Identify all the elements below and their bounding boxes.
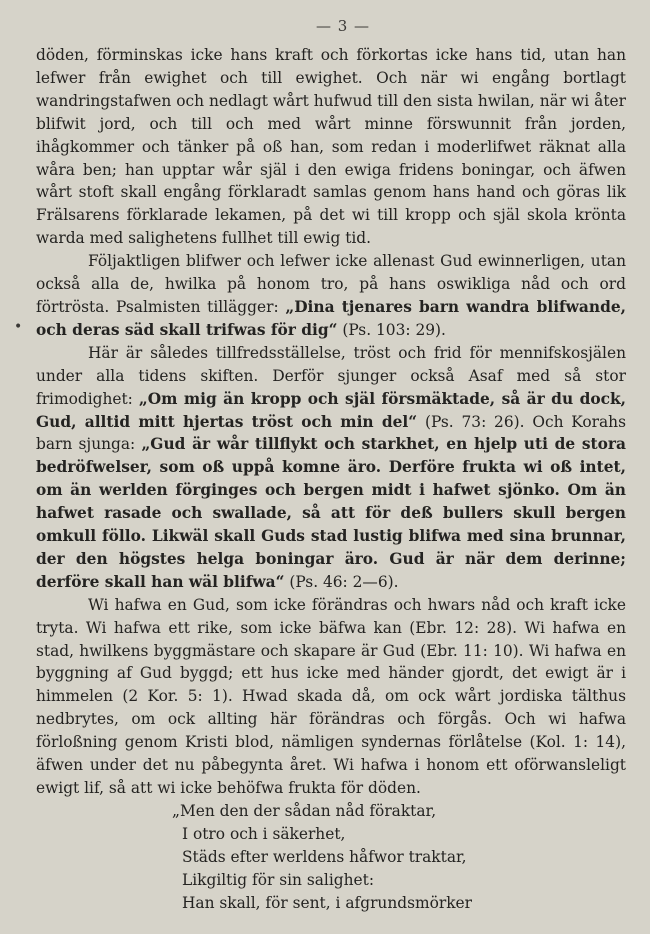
psalm-quote-46: „Gud är wår tillflykt och starkhet, en hjelp uti de stora bedröfwelser, som oß uppå komne äro. Derföre frukta wi oß intet, om än werlden förginges och bergen midt i hafwet sjönko. Om än hafwet rasade och swallade, så att för deß bullers skull bergen omkull föllo. Likwäl skall Guds stad lustig blifwa med sina brunnar, der den högstes helga boningar äro. Gud är när dem derinne; derföre skall han wäl blifwa“	[36, 435, 626, 591]
stanza-line: I otro och i säkerhet,	[182, 824, 346, 843]
paragraph-3-text: Här är således tillfredsställelse, tröst och frid för mennifskosjälen under alla tidens skiften. Derför sjunger också Asaf med så stor frimodighet:	[36, 343, 626, 408]
psalm-quote-103: „Dina tjenares barn wandra blifwande, och deras säd skall trifwas för dig“	[36, 297, 626, 339]
paragraph-3	[36, 342, 626, 594]
page-body	[36, 44, 626, 915]
paragraph-2	[36, 250, 626, 342]
stanza-line: Likgiltig för sin salighet:	[182, 870, 375, 889]
stanza-line: „Men den der sådan nåd föraktar,	[172, 801, 437, 820]
psalm-ref-46: (Ps. 46: 2—6).	[284, 572, 399, 591]
psalm-ref-73: (Ps. 73: 26). Och Korahs barn sjunga:	[36, 412, 626, 454]
hymn-stanza	[36, 800, 626, 915]
margin-mark: •	[14, 319, 23, 335]
psalm-ref-103: (Ps. 103: 29).	[337, 320, 446, 339]
stanza-line: Han skall, för sent, i afgrundsmörker	[182, 893, 473, 912]
paragraph-1: döden, förminskas icke hans kraft och förkortas icke hans tid, utan han lefwer från ewighet och till ewighet. Och när wi engång bortlagt wandringstafwen och nedlagt wårt hufwud till den sista hwilan, när wi åter blifwit jord, och till och med wårt minne förswunnit från jorden, ihågkommer och tänker på oß han, som redan i moderlifwet räknat alla wåra ben; han upptar wår själ i den ewiga fridens boningar, och äfwen wårt stoft skall engång förklaradt samlas genom hans hand och göras lik Frälsarens förklarade lekamen, på det wi till kropp och själ skola krönta warda med salighetens fullhet till ewig tid.	[36, 46, 626, 248]
psalm-quote-73: „Om mig än kropp och själ försmäktade, så är du dock, Gud, alltid mitt hjertas tröst och min del“	[36, 389, 626, 431]
paragraph-4: Wi hafwa en Gud, som icke förändras och hwars nåd och kraft icke tryta. Wi hafwa ett rike, som icke bäfwa kan (Ebr. 12: 28). Wi hafwa en stad, hwilkens byggmästare och skapare är Gud (Ebr. 11: 10). Wi hafwa en byggning af Gud byggd; ett hus icke med händer gjordt, det ewigt är i himmelen (2 Kor. 5: 1). Hwad skada då, om ock wårt jordiska tälthus nedbrytes, om ock allting här förändras och förgås. Och wi hafwa förloßning genom Kristi blod, nämligen syndernas förlåtelse (Kol. 1: 14), äfwen under det nu påbegynta året. Wi hafwa i honom ett oförwansleligt ewigt lif, så att wi icke behöfwa frukta för döden.	[36, 595, 626, 797]
stanza-line: Städs efter werldens håfwor traktar,	[182, 847, 467, 866]
page-number: — 3 —	[315, 17, 371, 35]
paragraph-2-text: Följaktligen blifwer och lefwer icke allenast Gud ewinnerligen, utan också alla de, hwilka på honom tro, på hans oswikliga nåd och ord förtrösta. Psalmisten tillägger:	[36, 252, 626, 316]
